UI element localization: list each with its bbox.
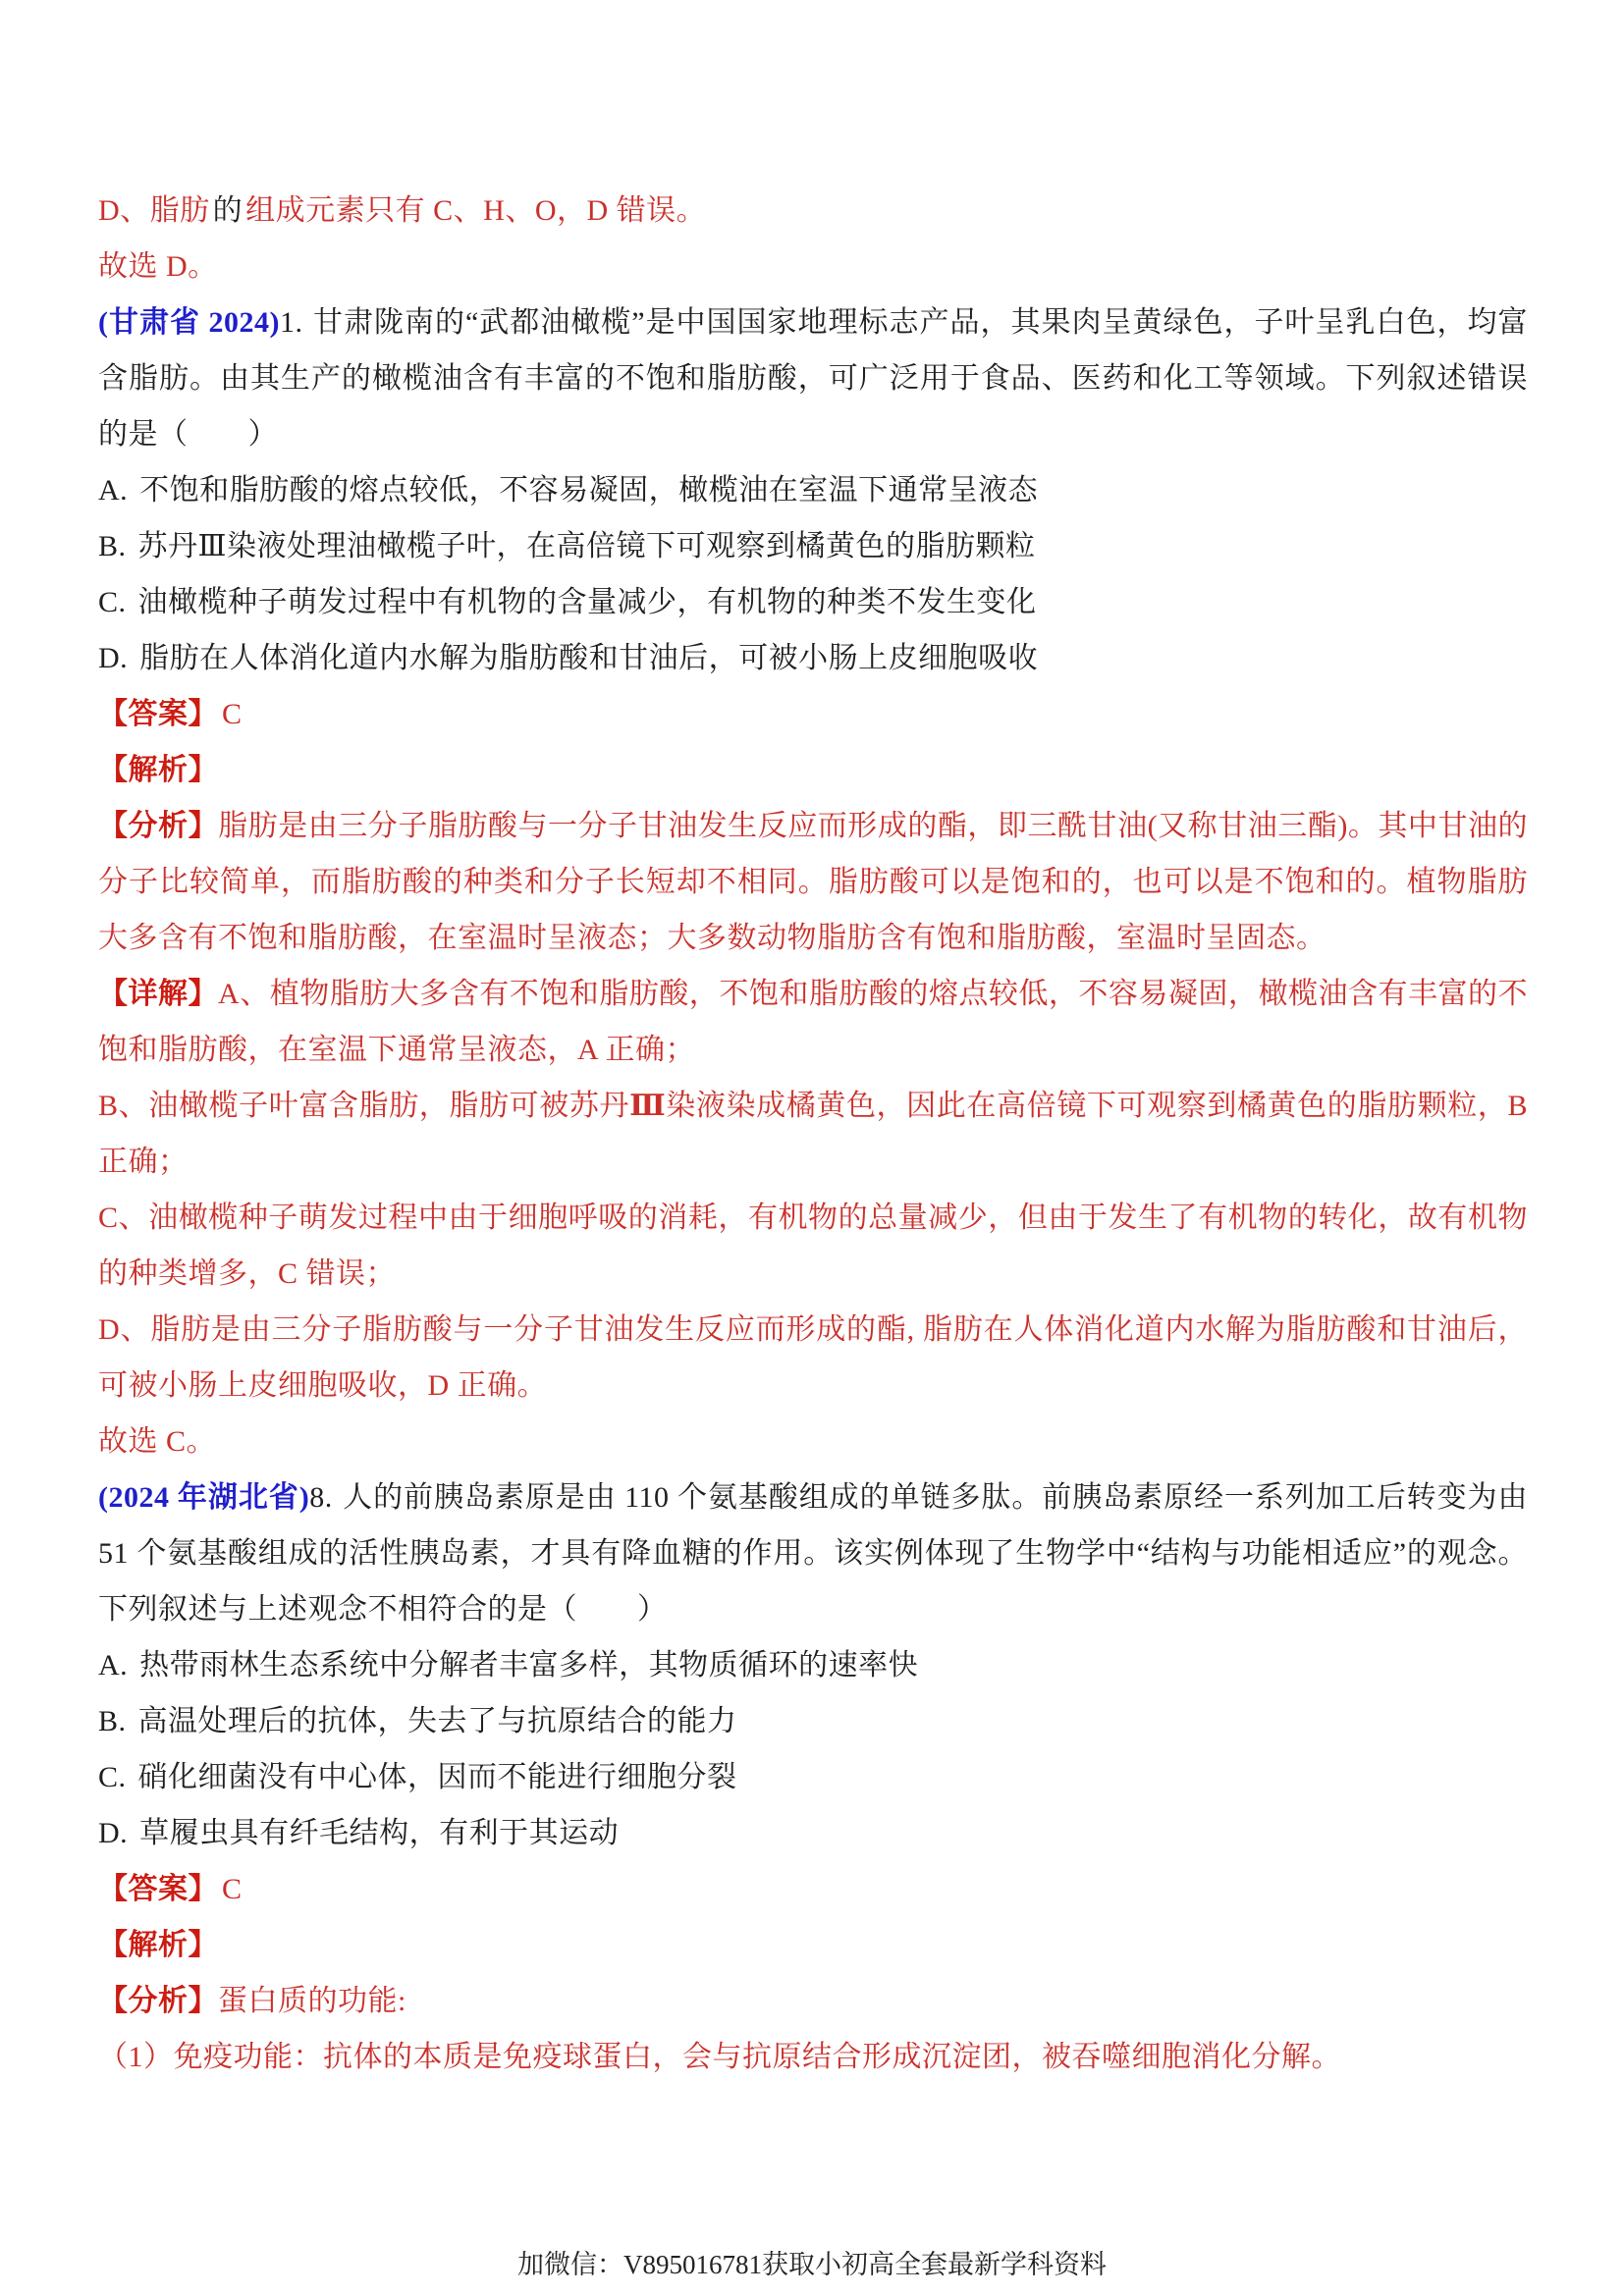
q2-analysis-header xyxy=(98,1917,1528,1973)
q1-option-a-text: 不饱和脂肪酸的熔点较低，不容易凝固，橄榄油在室温下通常呈液态 xyxy=(139,474,1039,507)
q2-option-c-text: 硝化细菌没有中心体，因而不能进行细胞分裂 xyxy=(137,1761,737,1793)
q2-option-c xyxy=(98,1749,1528,1805)
q1-option-c xyxy=(98,574,1528,630)
q2-option-d xyxy=(98,1805,1528,1861)
q1-analysis-header xyxy=(98,742,1528,798)
q1-answer-value: C xyxy=(222,698,243,730)
q2-answer-line xyxy=(98,1861,1528,1917)
prev-detail-d-head: D、脂肪 xyxy=(98,194,210,227)
q1-option-a xyxy=(98,462,1528,518)
q2-option-a-text: 热带雨林生态系统中分解者丰富多样，其物质循环的速率快 xyxy=(139,1649,919,1682)
q1-detail-a-text: A、植物脂肪大多含有不饱和脂肪酸，不饱和脂肪酸的熔点较低，不容易凝固，橄榄油含有丰富的不饱和脂肪酸，在室温下通常呈液态，A 正确； xyxy=(98,978,1528,1066)
q1-option-d xyxy=(98,630,1528,686)
q1-detail-d-paragraph: D、脂肪是由三分子脂肪酸与一分子甘油发生反应而形成的酯, 脂肪在人体消化道内水解为脂肪酸和甘油后，可被小肠上皮细胞吸收，D 正确。 xyxy=(98,1313,1528,1402)
q1-option-c-text: 油橄榄种子萌发过程中有机物的含量减少，有机物的种类不发生变化 xyxy=(137,586,1037,618)
q1-overview-label: 【分析】 xyxy=(98,810,219,842)
q1-detail-a-paragraph xyxy=(98,966,1528,1078)
q2-answer-label: 【答案】 xyxy=(98,1873,218,1905)
q1-stem-text: 甘肃陇南的“武都油橄榄”是中国国家地理标志产品，其果肉呈黄绿色，子叶呈乳白色，均富含脂肪。由其生产的橄榄油含有丰富的不饱和脂肪酸，可广泛用于食品、医药和化工等领域。下列叙述错误的是（ ） xyxy=(98,306,1528,451)
q2-option-d-text: 草履虫具有纤毛结构，有利于其运动 xyxy=(139,1817,620,1849)
q1-option-b-label: B. xyxy=(98,530,127,562)
q1-overview-paragraph xyxy=(98,798,1528,966)
q1-number: 1. xyxy=(279,306,303,339)
q2-option-b-text: 高温处理后的抗体，失去了与抗原结合的能力 xyxy=(137,1705,737,1737)
q2-overview-label: 【分析】 xyxy=(98,1985,218,2017)
q2-option-b-label: B. xyxy=(98,1705,127,1737)
q2-function-point-1: （1）免疫功能：抗体的本质是免疫球蛋白，会与抗原结合形成沉淀团，被吞噬细胞消化分解。 xyxy=(98,2041,1341,2073)
footer-watermark: 加微信：V895016781获取小初高全套最新学科资料 xyxy=(517,2250,1107,2279)
q1-analysis-header-label: 【解析】 xyxy=(98,754,218,786)
q1-detail-b-roman-three: Ⅲ xyxy=(629,1090,667,1122)
q1-detail-label: 【详解】 xyxy=(98,978,219,1010)
q1-detail-b-post: 染液染成橘黄色，因此在高倍镜下可观察到橘黄色的脂肪颗粒，B 正确； xyxy=(98,1090,1528,1178)
q2-analysis-header-label: 【解析】 xyxy=(98,1929,218,1961)
q1-option-a-label: A. xyxy=(98,474,129,507)
q2-option-a xyxy=(98,1637,1528,1693)
q1-option-b-text: 苏丹Ⅲ染液处理油橄榄子叶，在高倍镜下可观察到橘黄色的脂肪颗粒 xyxy=(137,530,1036,562)
q2-number: 8. xyxy=(309,1481,333,1514)
q1-detail-b-paragraph xyxy=(98,1078,1528,1190)
prev-detail-d-tail: 组成元素只有 C、H、O，D 错误。 xyxy=(245,194,707,227)
q1-answer-line xyxy=(98,686,1528,742)
q1-stem xyxy=(98,294,1528,462)
q2-stem xyxy=(98,1469,1528,1637)
prev-conclusion: 故选 D。 xyxy=(98,250,218,283)
q2-answer-value: C xyxy=(222,1873,243,1905)
q2-option-c-label: C. xyxy=(98,1761,127,1793)
prev-detail-d-line xyxy=(98,183,1528,239)
q1-conclusion: 故选 C。 xyxy=(98,1425,217,1458)
q2-overview-text: 蛋白质的功能: xyxy=(218,1985,406,2017)
q1-option-d-text: 脂肪在人体消化道内水解为脂肪酸和甘油后，可被小肠上皮细胞吸收 xyxy=(139,642,1039,674)
q1-overview-text: 脂肪是由三分子脂肪酸与一分子甘油发生反应而形成的酯，即三酰甘油(又称甘油三酯)。其中甘油的分子比较简单，而脂肪酸的种类和分子长短却不相同。脂肪酸可以是饱和的，也可以是不饱和的。植物脂肪大多含有不饱和脂肪酸，在室温时呈液态；大多数动物脂肪含有饱和脂肪酸，室温时呈固态。 xyxy=(98,810,1529,954)
q1-option-c-label: C. xyxy=(98,586,127,618)
q1-answer-label: 【答案】 xyxy=(98,698,218,730)
q2-source-tag: (2024 年湖北省) xyxy=(98,1481,310,1514)
q1-detail-b-pre: B、油橄榄子叶富含脂肪，脂肪可被苏丹 xyxy=(98,1090,630,1122)
q1-detail-c-paragraph: C、油橄榄种子萌发过程中由于细胞呼吸的消耗，有机物的总量减少，但由于发生了有机物的转化，故有机物的种类增多，C 错误； xyxy=(98,1201,1528,1290)
q2-option-d-label: D. xyxy=(98,1817,129,1849)
prev-detail-d-mid: 的 xyxy=(212,194,244,227)
q1-option-b xyxy=(98,518,1528,574)
q2-option-a-label: A. xyxy=(98,1649,129,1682)
q1-source-tag: (甘肃省 2024) xyxy=(98,306,280,339)
q1-option-d-label: D. xyxy=(98,642,129,674)
q2-option-b xyxy=(98,1693,1528,1749)
q2-overview-paragraph xyxy=(98,1973,1528,2029)
q2-stem-text: 人的前胰岛素原是由 110 个氨基酸组成的单链多肽。前胰岛素原经一系列加工后转变为由 51 个氨基酸组成的活性胰岛素，才具有降血糖的作用。该实例体现了生物学中“结构与功能相适应”的观念。下列叙述与上述观念不相符合的是（ ） xyxy=(98,1481,1528,1626)
